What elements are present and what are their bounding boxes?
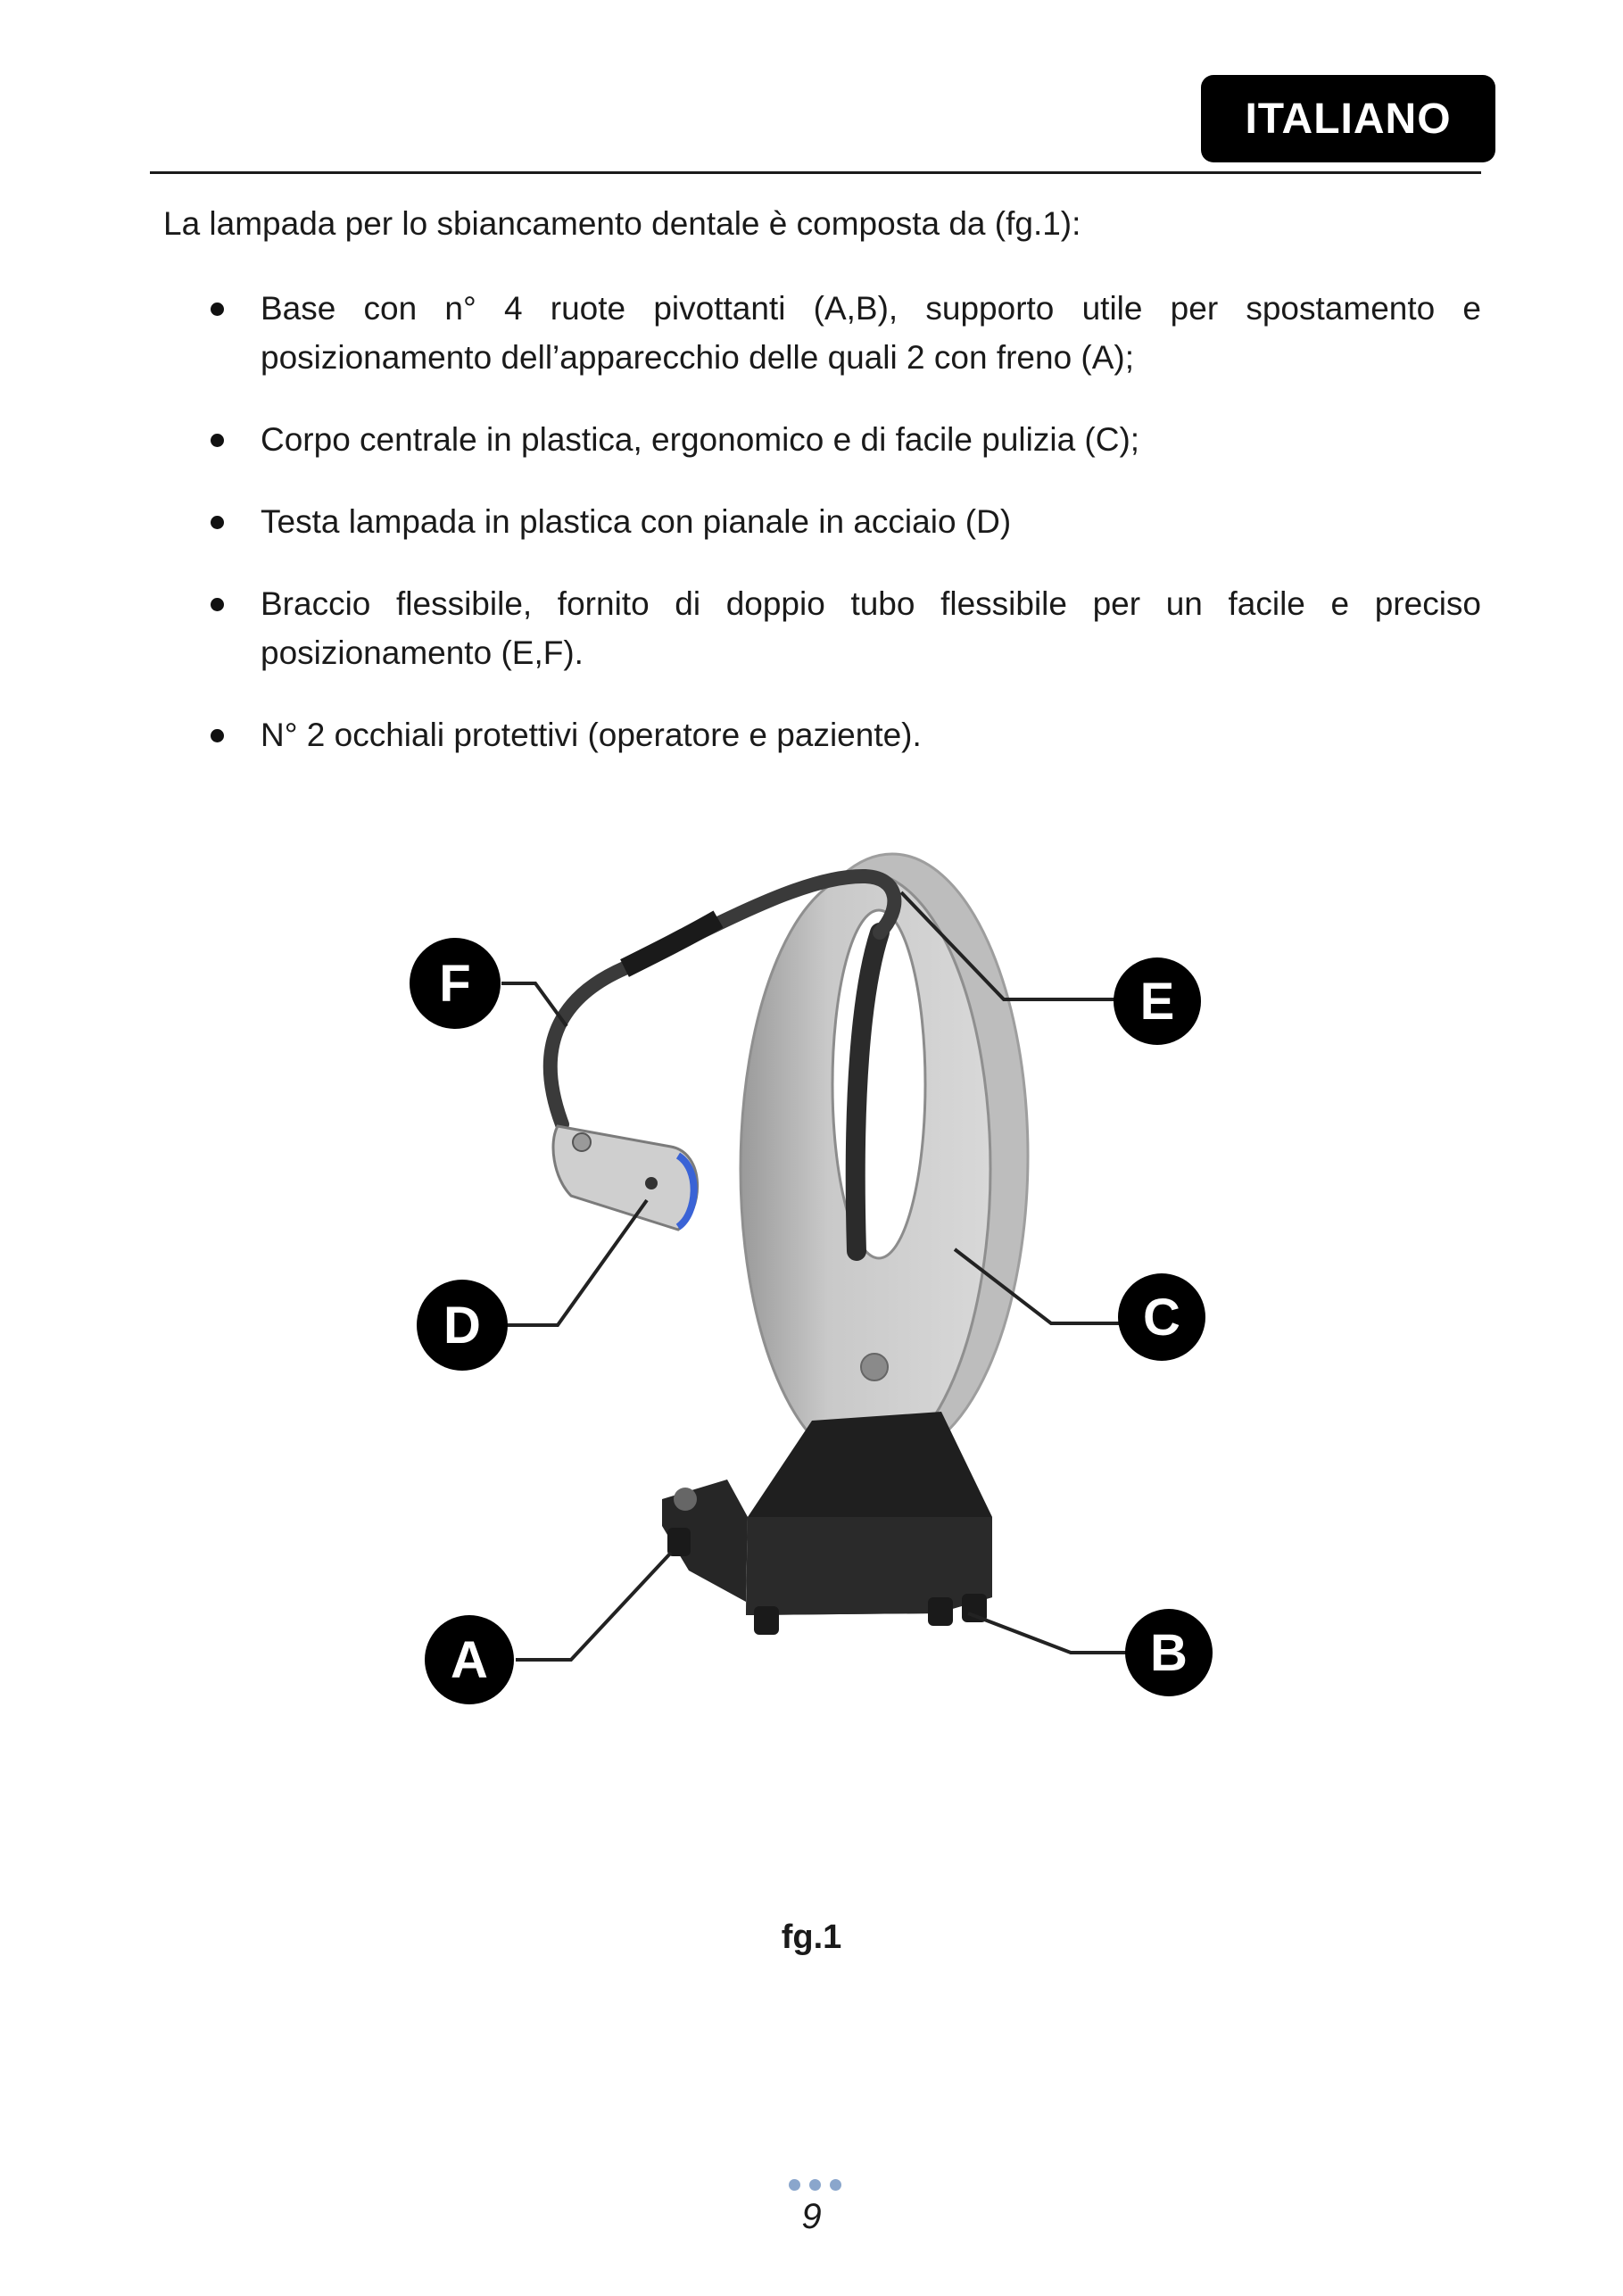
svg-text:A: A	[451, 1631, 488, 1689]
intro-text: La lampada per lo sbiancamento dentale è composta da (fg.1):	[163, 205, 1081, 242]
leader-line-d	[507, 1200, 647, 1325]
wheel-icon	[667, 1528, 691, 1556]
callout-f	[410, 938, 501, 1029]
language-badge: ITALIANO	[1201, 75, 1495, 162]
callout-b	[1125, 1609, 1213, 1696]
feature-list	[161, 284, 1481, 792]
feature-item-body: Corpo centrale in plastica, ergonomico e di facile pulizia (C);	[161, 415, 1481, 464]
dot-icon	[809, 2179, 821, 2191]
wheel-icon	[928, 1597, 953, 1626]
center-knob	[861, 1354, 888, 1380]
figure-caption: fg.1	[781, 1919, 842, 1956]
svg-text:C: C	[1143, 1289, 1180, 1347]
wheel-icon	[754, 1606, 779, 1635]
bullet-icon	[211, 729, 224, 742]
bullet-icon	[211, 516, 224, 529]
page-number: 9	[801, 2197, 822, 2236]
svg-text:B: B	[1150, 1624, 1188, 1682]
svg-text:E: E	[1139, 973, 1175, 1031]
feature-item-glasses: N° 2 occhiali protettivi (operatore e paziente).	[161, 710, 1481, 759]
callout-c	[1118, 1273, 1205, 1361]
leader-line-a	[516, 1553, 671, 1660]
leader-line-b	[968, 1613, 1126, 1653]
flexible-arm-sleeve	[625, 919, 718, 968]
page-dots	[789, 2179, 841, 2191]
callout-d	[417, 1280, 508, 1371]
bullet-icon	[211, 303, 224, 316]
lamp-figure	[0, 830, 1623, 1749]
lamp-head-port	[645, 1177, 658, 1189]
bullet-icon	[211, 434, 224, 447]
dot-icon	[830, 2179, 841, 2191]
feature-item-base: Base con n° 4 ruote pivottanti (A,B), supporto utile per spostamento e posizionamento dell’apparecchio delle quali 2 con freno (A);	[161, 284, 1481, 382]
base-housing-front	[746, 1517, 992, 1615]
lamp-head-button	[573, 1133, 591, 1151]
bullet-icon	[211, 598, 224, 611]
feature-item-head: Testa lampada in plastica con pianale in acciaio (D)	[161, 497, 1481, 546]
header-divider	[150, 171, 1481, 174]
svg-text:F: F	[439, 955, 471, 1013]
brake-knob	[674, 1488, 697, 1511]
dot-icon	[789, 2179, 800, 2191]
callout-e	[1114, 957, 1201, 1045]
feature-item-arm: Braccio flessibile, fornito di doppio tubo flessibile per un facile e preciso posizionamento (E,F).	[161, 579, 1481, 677]
svg-text:D: D	[443, 1297, 481, 1355]
callout-a	[425, 1615, 514, 1704]
